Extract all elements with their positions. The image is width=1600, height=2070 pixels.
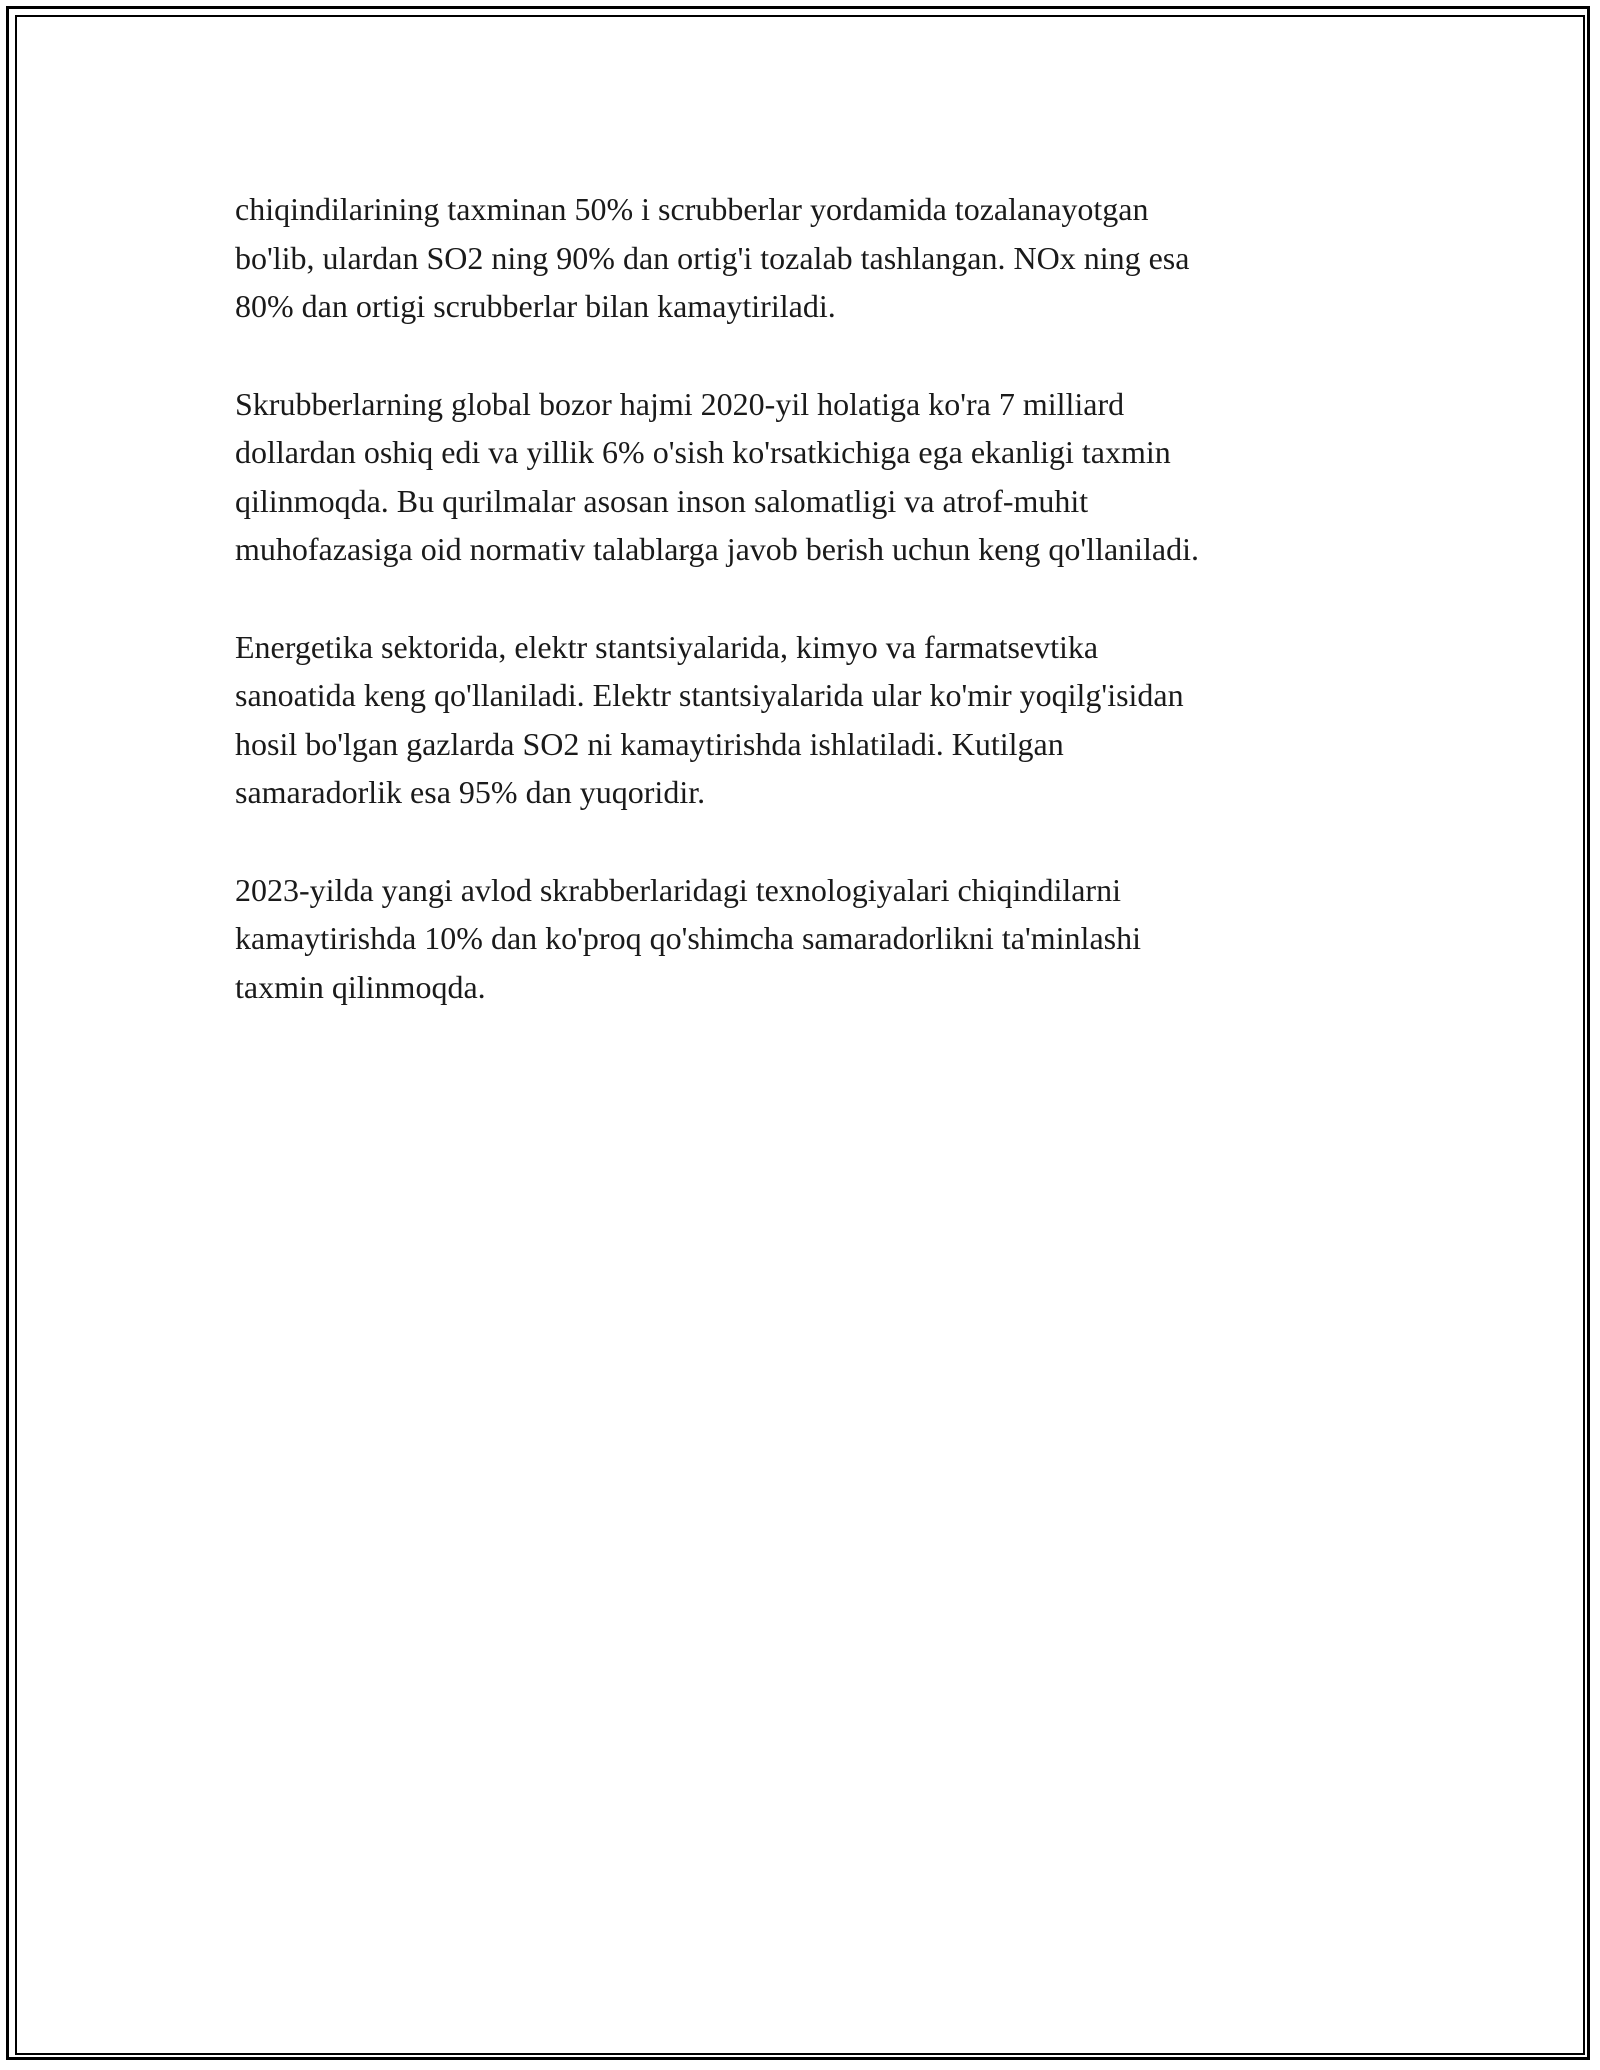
paragraph-4: 2023-yilda yangi avlod skrabberlaridagi texnologiyalari chiqindilarni kamaytirishda 10% dan ko'proq qo'shimcha samaradorlikni ta'minlashi taxmin qilinmoqda. bbox=[235, 871, 1141, 1005]
document-body bbox=[235, 185, 1365, 1060]
paragraph-1: chiqindilarining taxminan 50% i scrubberlar yordamida tozalanayotgan bo'lib, ulardan SO2 ning 90% dan ortig'i tozalab tashlangan. NOx ning esa 80% dan ortigi scrubberlar bilan kamaytiriladi. bbox=[235, 191, 1190, 324]
paragraph-3: Energetika sektorida, elektr stantsiyalarida, kimyo va farmatsevtika sanoatida keng qo'llaniladi. Elektr stantsiyalarida ular ko'mir yoqilg'isidan hosil bo'lgan gazlarda SO2 ni kamaytirishda ishlatiladi. Kutilgan samaradorlik esa 95% dan yuqoridir. bbox=[235, 628, 1184, 810]
paragraph-2: Skrubberlarning global bozor hajmi 2020-yil holatiga ko'ra 7 milliard dollardan oshiq edi va yillik 6% o'sish ko'rsatkichiga ega ekanligi taxmin qilinmoqda. Bu qurilmalar asosan inson salomatligi va atrof-muhit muhofazasiga oid normativ talablarga javob berish uchun keng qo'llaniladi. bbox=[235, 385, 1200, 567]
